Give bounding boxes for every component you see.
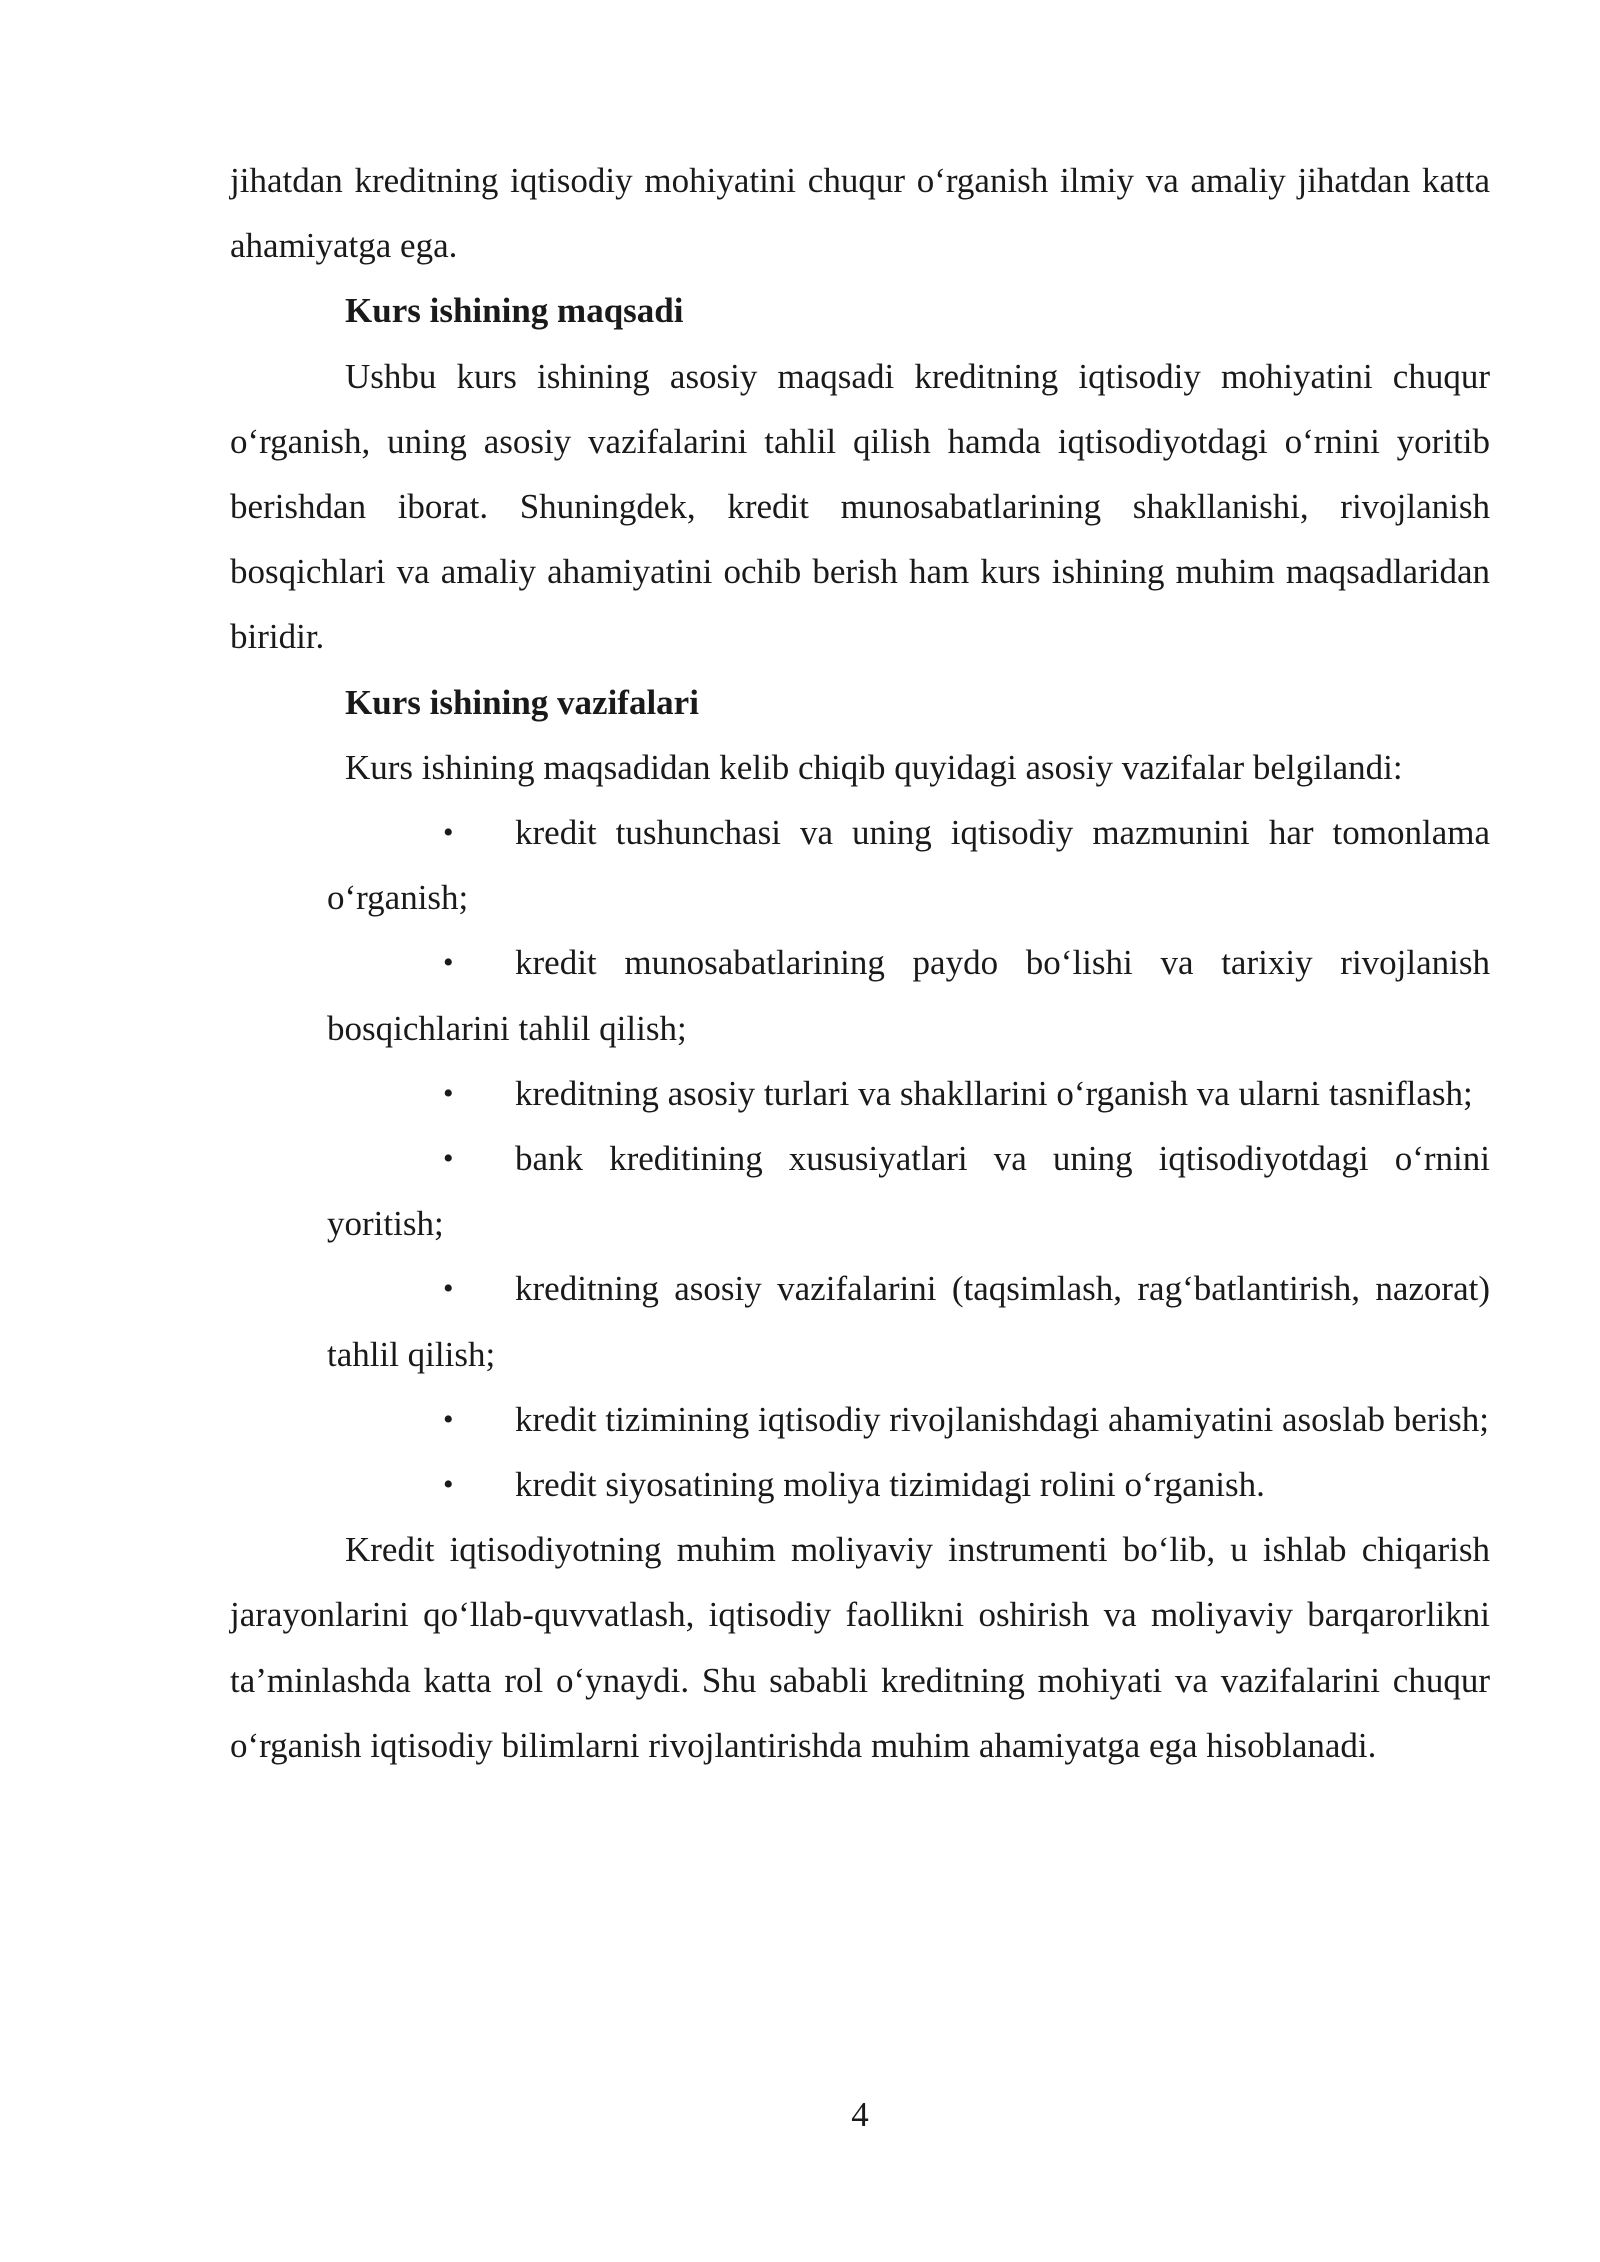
list-item-text: kredit munosabatlarining paydo bo‘lishi va tarixiy rivojlanish bosqichlarini tahlil qilish; — [327, 943, 1490, 1048]
list-item-text: kreditning asosiy turlari va shakllarini o‘rganish va ularni tasniflash; — [515, 1073, 1473, 1113]
bullet-icon: • — [443, 946, 454, 980]
bullet-icon: • — [443, 1468, 454, 1502]
closing-paragraph: Kredit iqtisodiyotning muhim moliyaviy instrumenti bo‘lib, u ishlab chiqarish jarayonlarini qo‘llab-quvvatlash, iqtisodiy faollikni oshirish va moliyaviy barqarorlikni ta’minlashda katta rol o‘ynaydi. Shu sababli kreditning mohiyati va vazifalarini chuqur o‘rganish iqtisodiy bilimlarni rivojlantirishda muhim ahamiyatga ega hisoblanadi. — [230, 1530, 1490, 1765]
page-number: 4 — [851, 2095, 869, 2134]
list-item — [327, 1126, 1490, 1256]
goal-paragraph: Ushbu kurs ishining asosiy maqsadi kreditning iqtisodiy mohiyatini chuqur o‘rganish, uning asosiy vazifalarini tahlil qilish hamda iqtisodiyotdagi o‘rnini yoritib berishdan iborat. Shuningdek, kredit munosabatlarining shakllanishi, rivojlanish bosqichlari va amaliy ahamiyatini ochib berish ham kurs ishining muhim maqsadlaridan biridir. — [230, 356, 1490, 657]
section-heading-goal: Kurs ishining maqsadi — [345, 291, 684, 331]
bullet-icon: • — [443, 1402, 454, 1436]
tasks-list — [230, 800, 1490, 1517]
list-item-text: kredit siyosatining moliya tizimidagi rolini o‘rganish. — [515, 1465, 1265, 1505]
bullet-icon: • — [443, 1142, 454, 1176]
list-item-text: kredit tushunchasi va uning iqtisodiy mazmunini har tomonlama o‘rganish; — [327, 813, 1490, 918]
list-item — [327, 800, 1490, 930]
list-item — [327, 1452, 1490, 1517]
bullet-icon: • — [443, 1076, 454, 1110]
list-item — [327, 1256, 1490, 1386]
list-item-text: bank kreditining xususiyatlari va uning iqtisodiyotdagi o‘rnini yoritish; — [327, 1139, 1490, 1244]
list-item-text: kreditning asosiy vazifalarini (taqsimlash, rag‘batlantirish, nazorat) tahlil qilish; — [327, 1269, 1490, 1374]
list-item — [327, 1061, 1490, 1126]
list-item — [327, 1387, 1490, 1452]
list-item — [327, 930, 1490, 1060]
bullet-icon: • — [443, 1272, 454, 1306]
tasks-intro-paragraph: Kurs ishining maqsadidan kelib chiqib quyidagi asosiy vazifalar belgilandi: — [345, 747, 1403, 787]
intro-paragraph: jihatdan kreditning iqtisodiy mohiyatini chuqur o‘rganish ilmiy va amaliy jihatdan katta ahamiyatga ega. — [230, 161, 1490, 266]
list-item-text: kredit tizimining iqtisodiy rivojlanishdagi ahamiyatini asoslab berish; — [515, 1399, 1490, 1439]
bullet-icon: • — [443, 816, 454, 850]
section-heading-tasks: Kurs ishining vazifalari — [345, 682, 699, 722]
document-page — [230, 148, 1490, 1778]
